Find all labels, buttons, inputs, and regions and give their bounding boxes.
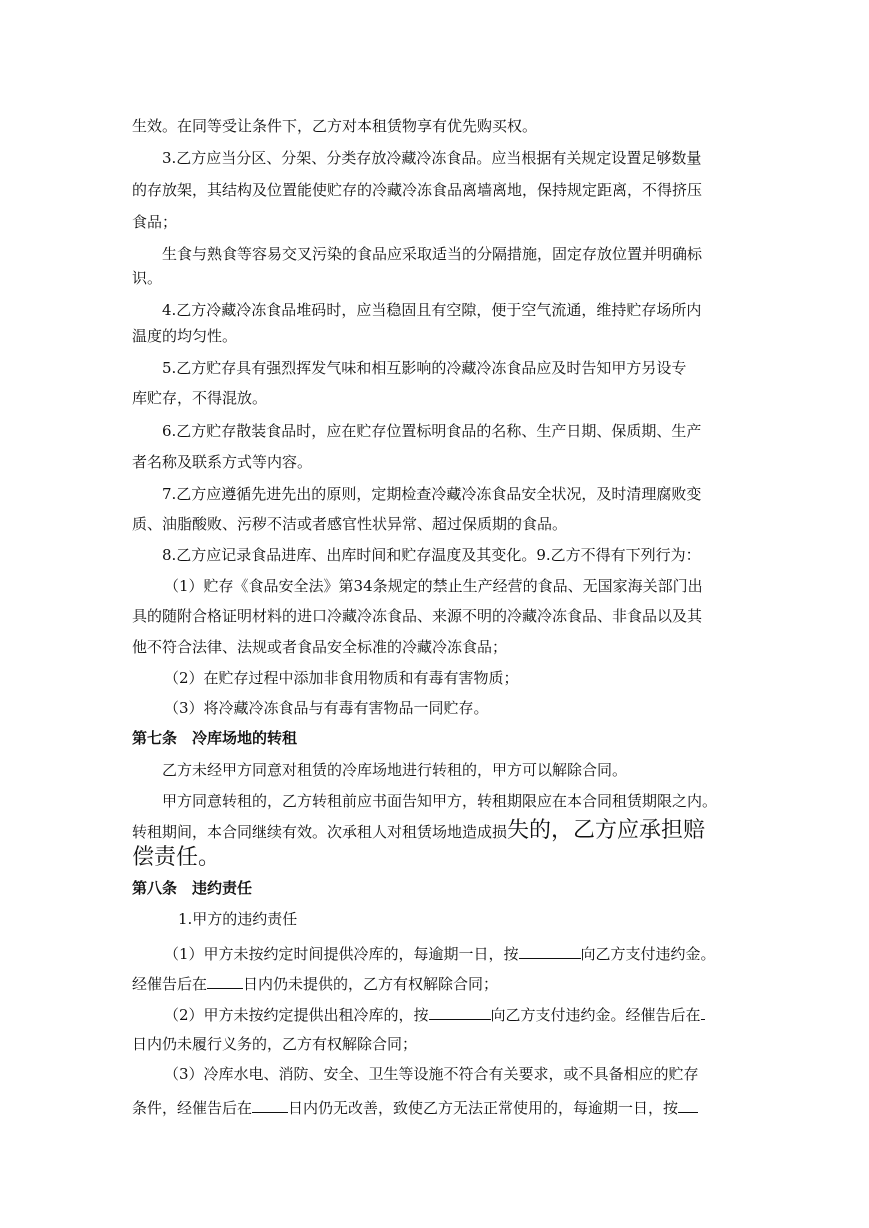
text-span: （1）甲方未按约定时间提供冷库的，每逾期一日，按: [164, 945, 519, 963]
text-line: [164, 1003, 705, 1025]
text-span: 条件，经催告后在: [132, 1099, 253, 1117]
text-span: 日内仍未提供的，乙方有权解除合同；: [243, 975, 499, 993]
text-line: [132, 1096, 698, 1118]
text-line-large: 偿责任。: [132, 845, 221, 870]
text-line: 他不符合法律、法规或者食品安全标准的冷藏冷冻食品；: [132, 638, 508, 656]
text-line: [132, 972, 498, 994]
fill-blank: [519, 942, 581, 959]
fill-blank: [207, 972, 243, 989]
text-span: 日内仍无改善，致使乙方无法正常使用的，每逾期一日，按: [288, 1099, 679, 1117]
text-line: 库贮存，不得混放。: [132, 389, 268, 407]
text-line: 识。: [132, 269, 163, 287]
text-line: 7.乙方应遵循先进先出的原则，定期检查冷藏冷冻食品安全状况，及时清理腐败变: [162, 485, 702, 503]
fill-blank: [429, 1003, 491, 1020]
text-line: 生食与熟食等容易交叉污染的食品应采取适当的分隔措施，固定存放位置并明确标: [162, 245, 703, 263]
text-line: （3）冷库水电、消防、安全、卫生等设施不符合有关要求，或不具备相应的贮存: [164, 1065, 699, 1083]
fill-blank: [252, 1096, 288, 1113]
text-line: 的存放架，其结构及位置能使贮存的冷藏冷冻食品离墙离地，保持规定距离，不得挤压: [132, 181, 703, 199]
text-line: 温度的均匀性。: [132, 327, 238, 345]
text-line: 质、油脂酸败、污秽不洁或者感官性状异常、超过保质期的食品。: [132, 515, 568, 533]
text-span: 经催告后在: [132, 975, 208, 993]
text-line: 3.乙方应当分区、分架、分类存放冷藏冷冻食品。应当根据有关规定设置足够数量: [162, 149, 702, 167]
text-line: （2）在贮存过程中添加非食用物质和有毒有害物质；: [164, 669, 519, 687]
fill-blank: [678, 1096, 698, 1113]
text-line: 生效。在同等受让条件下，乙方对本租赁物享有优先购买权。: [132, 117, 538, 135]
text-span: （2）甲方未按约定提供出租冷库的，按: [164, 1006, 429, 1024]
text-line: 具的随附合格证明材料的进口冷藏冷冻食品、来源不明的冷藏冷冻食品、非食品以及其: [132, 607, 703, 625]
text-line: 4.乙方冷藏冷冻食品堆码时，应当稳固且有空隙，便于空气流通，维持贮存场所内: [162, 301, 702, 319]
text-line: 1.甲方的违约责任: [178, 910, 298, 928]
text-line: 者名称及联系方式等内容。: [132, 453, 313, 471]
section-heading-8: 第八条 违约责任: [132, 879, 253, 897]
text-span: 转租期间，本合同继续有效。次承租人对租赁场地造成损: [132, 823, 508, 841]
text-line: （3）将冷藏冷冻食品与有毒有害物品一同贮存。: [164, 699, 489, 717]
text-line: 日内仍未履行义务的，乙方有权解除合同；: [132, 1035, 418, 1053]
text-line: 甲方同意转租的，乙方转租前应书面告知甲方，转租期限应在本合同租赁期限之内。: [162, 792, 718, 810]
text-span: 向乙方支付违约金。经催告后在: [490, 1006, 701, 1024]
text-span-large: 失的，乙方应承担赔: [507, 818, 706, 843]
text-line: [164, 942, 716, 964]
text-line: （1）贮存《食品安全法》第34条规定的禁止生产经营的食品、无国家海关部门出: [164, 577, 703, 595]
text-line: 5.乙方贮存具有强烈挥发气味和相互影响的冷藏冷冻食品应及时告知甲方另设专: [162, 359, 687, 377]
text-line-mixed: [132, 818, 705, 844]
fill-blank: [701, 1003, 705, 1020]
text-line: 6.乙方贮存散装食品时，应在贮存位置标明食品的名称、生产日期、保质期、生产: [162, 422, 702, 440]
text-line: 食品；: [132, 213, 178, 231]
text-line: 8.乙方应记录食品进库、出库时间和贮存温度及其变化。9.乙方不得有下列行为：: [162, 546, 701, 564]
text-span: 向乙方支付违约金。: [580, 945, 716, 963]
text-line: 乙方未经甲方同意对租赁的冷库场地进行转租的，甲方可以解除合同。: [162, 761, 628, 779]
section-heading-7: 第七条 冷库场地的转租: [132, 729, 298, 747]
